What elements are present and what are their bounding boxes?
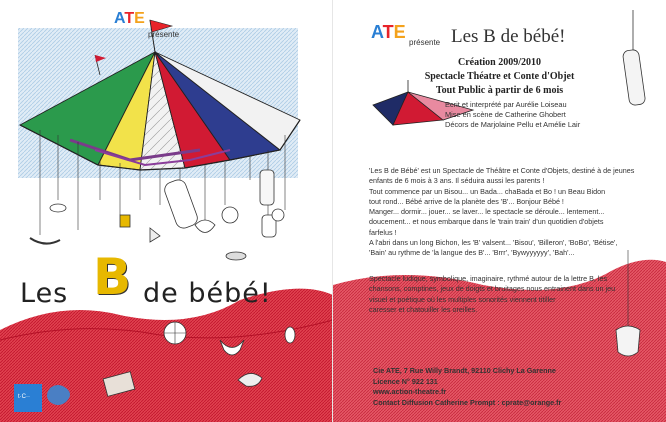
paragraph-line: 'Les B de Bébé' est un Spectacle de Théâtre et Conte d'Objets, destiné à de jeunes bbox=[369, 166, 635, 175]
contact-block bbox=[373, 366, 561, 408]
paragraph-line: visuel et poétique où les multiples sonorités viennent titiller bbox=[369, 294, 556, 304]
description-paragraph-1 bbox=[369, 166, 634, 259]
baby-bottle bbox=[260, 170, 274, 205]
poster-title-les: Les bbox=[20, 278, 69, 309]
ate-logo-right bbox=[371, 22, 406, 43]
contact-licence: Licence N° 922 131 bbox=[373, 376, 438, 386]
credits-block bbox=[445, 100, 580, 130]
paragraph-line: Manger... dormir... jouer... se laver... le spectacle se déroule... lentement... bbox=[369, 207, 605, 217]
creation-line: Création 2009/2010 bbox=[457, 57, 542, 68]
poster-title-rest: de bébé! bbox=[143, 278, 272, 309]
paragraph-line: doucement... et nous embarque dans le 'train train' d'un quotidien d'objets bbox=[369, 217, 604, 227]
logo-letter-a: A bbox=[114, 10, 125, 27]
paragraph-line: chansons, comptines, jeux de doigts et bruitages nous entrainent dans un jeu bbox=[369, 284, 616, 294]
contact-website-link[interactable]: www.action-theatre.fr bbox=[373, 387, 447, 396]
contact-email-link[interactable]: Contact Diffusion Catherine Prompt : cprate@orange.fr bbox=[373, 397, 562, 407]
paragraph-line: tout rond... Bébé arrive de la planète des 'B'... Bonjour Bébé ! bbox=[369, 196, 564, 206]
description-paragraph-2 bbox=[369, 274, 615, 315]
paragraph-line: Tout commence par un Bisou... un Bada... chaBada et Bo ! un Beau Bidon bbox=[369, 186, 606, 196]
logo-letter-a: A bbox=[371, 22, 383, 42]
credit-line: Décors de Marjolaine Pellu et Amélie Lair bbox=[445, 120, 581, 129]
credit-line: Mise en scène de Catherine Ghobert bbox=[445, 110, 566, 119]
paragraph-line: A l'abri dans un long Bichon, les 'B' valsent... 'Bisou', 'Billeron', 'BoBo', 'Bétise', bbox=[369, 238, 618, 248]
spectacle-line: Spectacle Théatre et Conte d'Objet bbox=[424, 71, 575, 82]
logo-letter-e: E bbox=[393, 22, 406, 42]
paragraph-line: enfants de 6 mois à 3 ans. Il séduira aussi les parents ! bbox=[369, 176, 545, 186]
info-panel bbox=[333, 0, 666, 422]
credit-line: Ecrit et interprété par Aurélie Loiseau bbox=[445, 100, 567, 109]
paragraph-line: Spectacle ludique, symbolique, imaginaire, rythmé autour de la lettre B, les bbox=[369, 274, 608, 283]
logo-letter-e: E bbox=[134, 10, 145, 27]
show-title: Les B de bébé! bbox=[451, 26, 566, 47]
ate-logo bbox=[114, 10, 145, 28]
public-line: Tout Public à partir de 6 mois bbox=[435, 85, 564, 96]
presente-label-right: présente bbox=[409, 38, 441, 47]
paragraph-line: farfelus ! bbox=[369, 227, 397, 237]
sponsor-text: t·C·· bbox=[18, 394, 30, 400]
presente-label: présente bbox=[148, 30, 180, 39]
paragraph-line: caresser et chatouiller les oreilles. bbox=[369, 304, 478, 314]
logo-letter-t: T bbox=[124, 10, 135, 27]
paragraph-line: 'Bain' au rythme de 'la langue des B'... 'Brrr', 'Bywyyyyyy', 'Bah'... bbox=[369, 248, 575, 258]
hanging-bib bbox=[616, 326, 640, 356]
poster-title-b: B bbox=[93, 248, 132, 306]
hanging-objects bbox=[30, 178, 284, 260]
logo-letter-t: T bbox=[382, 22, 394, 42]
contact-address: Cie ATE, 7 Rue Willy Brandt, 92110 Clichy La Garenne bbox=[373, 366, 556, 375]
